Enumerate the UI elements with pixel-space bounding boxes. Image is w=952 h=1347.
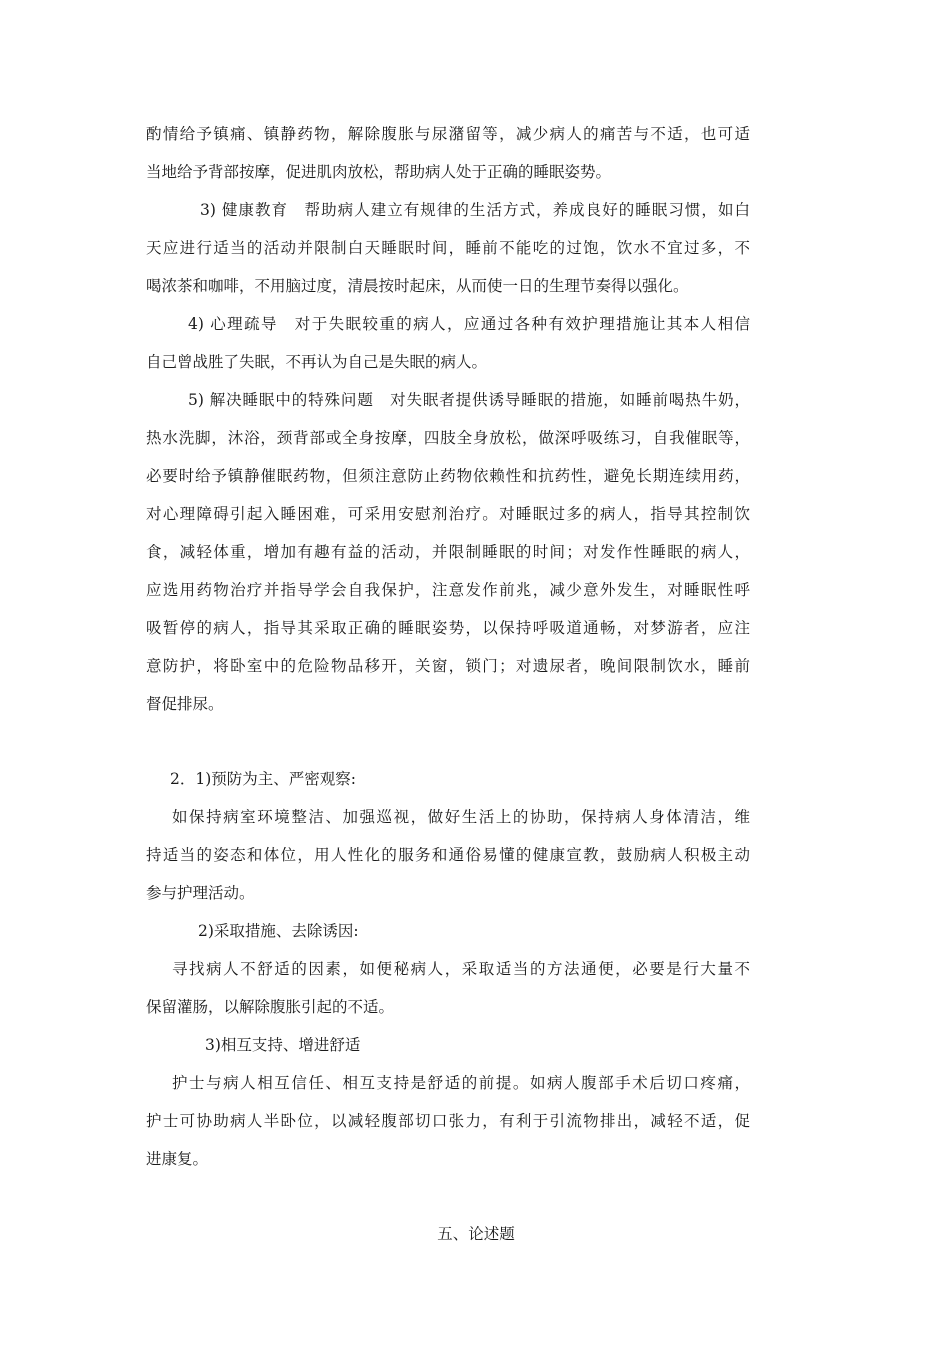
subheading: 3)相互支持、增进舒适 — [205, 1036, 361, 1054]
paragraph-line: 天应进行适当的活动并限制白天睡眠时间，睡前不能吃的过饱，饮水不宜过多，不 — [146, 239, 750, 257]
paragraph-line: 自己曾战胜了失眠，不再认为自己是失眠的病人。 — [146, 353, 488, 371]
paragraph-line: 吸暂停的病人，指导其采取正确的睡眠姿势，以保持呼吸道通畅，对梦游者，应注 — [146, 619, 750, 637]
paragraph-line: 酌情给予镇痛、镇静药物，解除腹胀与尿潴留等，减少病人的痛苦与不适，也可适 — [146, 125, 750, 143]
paragraph-line: 寻找病人不舒适的因素，如便秘病人，采取适当的方法通便，必要是行大量不 — [172, 960, 750, 978]
paragraph-line: 应选用药物治疗并指导学会自我保护，注意发作前兆，减少意外发生，对睡眠性呼 — [146, 581, 750, 599]
paragraph-line: 护士可协助病人半卧位，以减轻腹部切口张力，有利于引流物排出，减轻不适，促 — [146, 1112, 750, 1130]
paragraph-line: 护士与病人相互信任、相互支持是舒适的前提。如病人腹部手术后切口疼痛， — [172, 1074, 750, 1092]
section-title: 五、论述题 — [437, 1225, 515, 1243]
paragraph-line: 食，减轻体重，增加有趣有益的活动，并限制睡眠的时间；对发作性睡眠的病人， — [146, 543, 750, 561]
subheading: 2)采取措施、去除诱因: — [198, 922, 359, 940]
paragraph-line: 5) 解决睡眠中的特殊问题 对失眠者提供诱导睡眠的措施，如睡前喝热牛奶， — [188, 391, 750, 409]
paragraph-line: 督促排尿。 — [146, 695, 224, 713]
paragraph-line: 参与护理活动。 — [146, 884, 255, 902]
paragraph-line: 热水洗脚，沐浴，颈背部或全身按摩，四肢全身放松，做深呼吸练习，自我催眠等， — [146, 429, 750, 447]
paragraph-line: 喝浓茶和咖啡，不用脑过度，清晨按时起床，从而使一日的生理节奏得以强化。 — [146, 277, 689, 295]
paragraph-line: 持适当的姿态和体位，用人性化的服务和通俗易懂的健康宣教，鼓励病人积极主动 — [146, 846, 750, 864]
section-heading: 2．1)预防为主、严密观察: — [170, 770, 356, 788]
paragraph-line: 如保持病室环境整洁、加强巡视，做好生活上的协助，保持病人身体清洁，维 — [172, 808, 750, 826]
paragraph-line: 对心理障碍引起入睡困难，可采用安慰剂治疗。对睡眠过多的病人，指导其控制饮 — [146, 505, 750, 523]
paragraph-line: 3) 健康教育 帮助病人建立有规律的生活方式，养成良好的睡眠习惯，如白 — [200, 201, 750, 219]
paragraph-line: 保留灌肠，以解除腹胀引起的不适。 — [146, 998, 395, 1016]
paragraph-line: 意防护，将卧室中的危险物品移开，关窗，锁门；对遗尿者，晚间限制饮水，睡前 — [146, 657, 750, 675]
paragraph-line: 当地给予背部按摩，促进肌肉放松，帮助病人处于正确的睡眠姿势。 — [146, 163, 612, 181]
paragraph-line: 必要时给予镇静催眠药物，但须注意防止药物依赖性和抗药性，避免长期连续用药， — [146, 467, 750, 485]
paragraph-line: 4) 心理疏导 对于失眠较重的病人，应通过各种有效护理措施让其本人相信 — [188, 315, 750, 333]
paragraph-line: 进康复。 — [146, 1150, 209, 1168]
